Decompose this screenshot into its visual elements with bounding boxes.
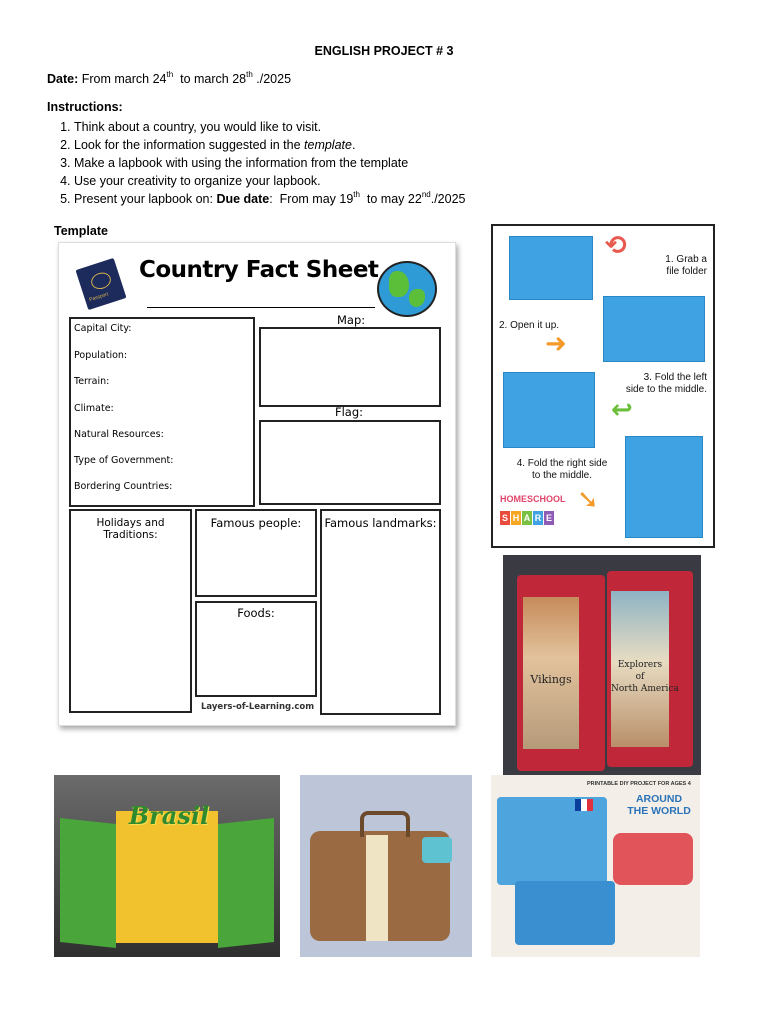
holidays-box [69, 509, 192, 713]
foods-label: Foods: [237, 606, 275, 620]
template-label: Template [54, 224, 108, 238]
around-subtitle: PRINTABLE DIY PROJECT FOR AGES 4 [587, 781, 691, 787]
folder-closed-image [509, 236, 593, 300]
instruction-item: 2. Look for the information suggested in the template. [74, 136, 465, 154]
fact-sheet-title: Country Fact Sheet [139, 257, 379, 283]
flag-france-icon [575, 799, 593, 811]
foods-box [195, 601, 317, 697]
field-terrain: Terrain: [74, 376, 110, 387]
passport-icon: Passport [75, 258, 126, 310]
landmarks-label: Famous landmarks: [324, 516, 437, 530]
around-title: AROUND THE WORLD [627, 793, 691, 817]
suitcase-photo [300, 775, 472, 957]
instruction-item: 1. Think about a country, you would like to visit. [74, 118, 465, 136]
instruction-item: 5. Present your lapbook on: Due date: From may 19th to may 22nd./2025 [74, 190, 465, 208]
step-2-text: 2. Open it up. [499, 320, 560, 331]
field-natural-resources: Natural Resources: [74, 429, 164, 440]
field-bordering-countries: Bordering Countries: [74, 481, 173, 492]
explorers-text: Explorers of North America [611, 660, 679, 694]
field-government: Type of Government: [74, 455, 174, 466]
instructions-list [47, 118, 465, 208]
folding-steps-panel [491, 224, 715, 548]
page-title: ENGLISH PROJECT # 3 [314, 44, 454, 58]
date-label: Date: [47, 72, 79, 86]
arrow-left-icon: ⟲ [605, 230, 627, 260]
step-4-text: 4. Fold the right side to the middle. [516, 458, 608, 481]
landmarks-box [320, 509, 441, 715]
date-line: Date: From march 24th to march 28th ./2025 [47, 70, 292, 86]
arrow-right-icon: ➜ [545, 328, 567, 358]
sheet-footer: Layers-of-Learning.com [201, 702, 315, 712]
luggage-tag-icon [422, 837, 452, 863]
flag-box [259, 420, 441, 505]
vikings-text: Vikings [530, 673, 572, 686]
instruction-item: 3. Make a lapbook with using the information from the template [74, 154, 465, 172]
arrow-down-icon: ➘ [577, 484, 599, 514]
share-logo: S H A R E [501, 513, 552, 523]
brasil-trifold-photo [54, 775, 280, 957]
folder-left-fold-image [503, 372, 595, 448]
step-1-text: 1. Grab a file folder [665, 254, 707, 277]
homeschool-logo-text: HOMESCHOOL [500, 494, 566, 504]
people-box [195, 509, 317, 597]
arrow-curl-icon: ↩ [611, 394, 633, 424]
folder-final-image [625, 436, 703, 538]
field-climate: Climate: [74, 403, 114, 414]
instruction-item: 4. Use your creativity to organize your lapbook. [74, 172, 465, 190]
folder-open-image [603, 296, 705, 362]
brasil-title: Brasil [128, 801, 210, 830]
holidays-label: Holidays and Traditions: [96, 517, 165, 541]
globe-icon [377, 261, 437, 317]
instructions-label: Instructions: [47, 100, 123, 114]
lapbook-photo [503, 555, 701, 775]
around-the-world-photo [491, 775, 700, 957]
flag-label: Flag: [335, 405, 364, 419]
title-underline [147, 307, 375, 308]
map-label: Map: [337, 313, 366, 327]
facts-box [69, 317, 255, 507]
field-capital-city: Capital City: [74, 323, 132, 334]
step-3-text: 3. Fold the left side to the middle. [625, 372, 707, 395]
people-label: Famous people: [210, 516, 302, 530]
country-fact-sheet [58, 242, 456, 726]
map-box [259, 327, 441, 407]
field-population: Population: [74, 350, 128, 361]
